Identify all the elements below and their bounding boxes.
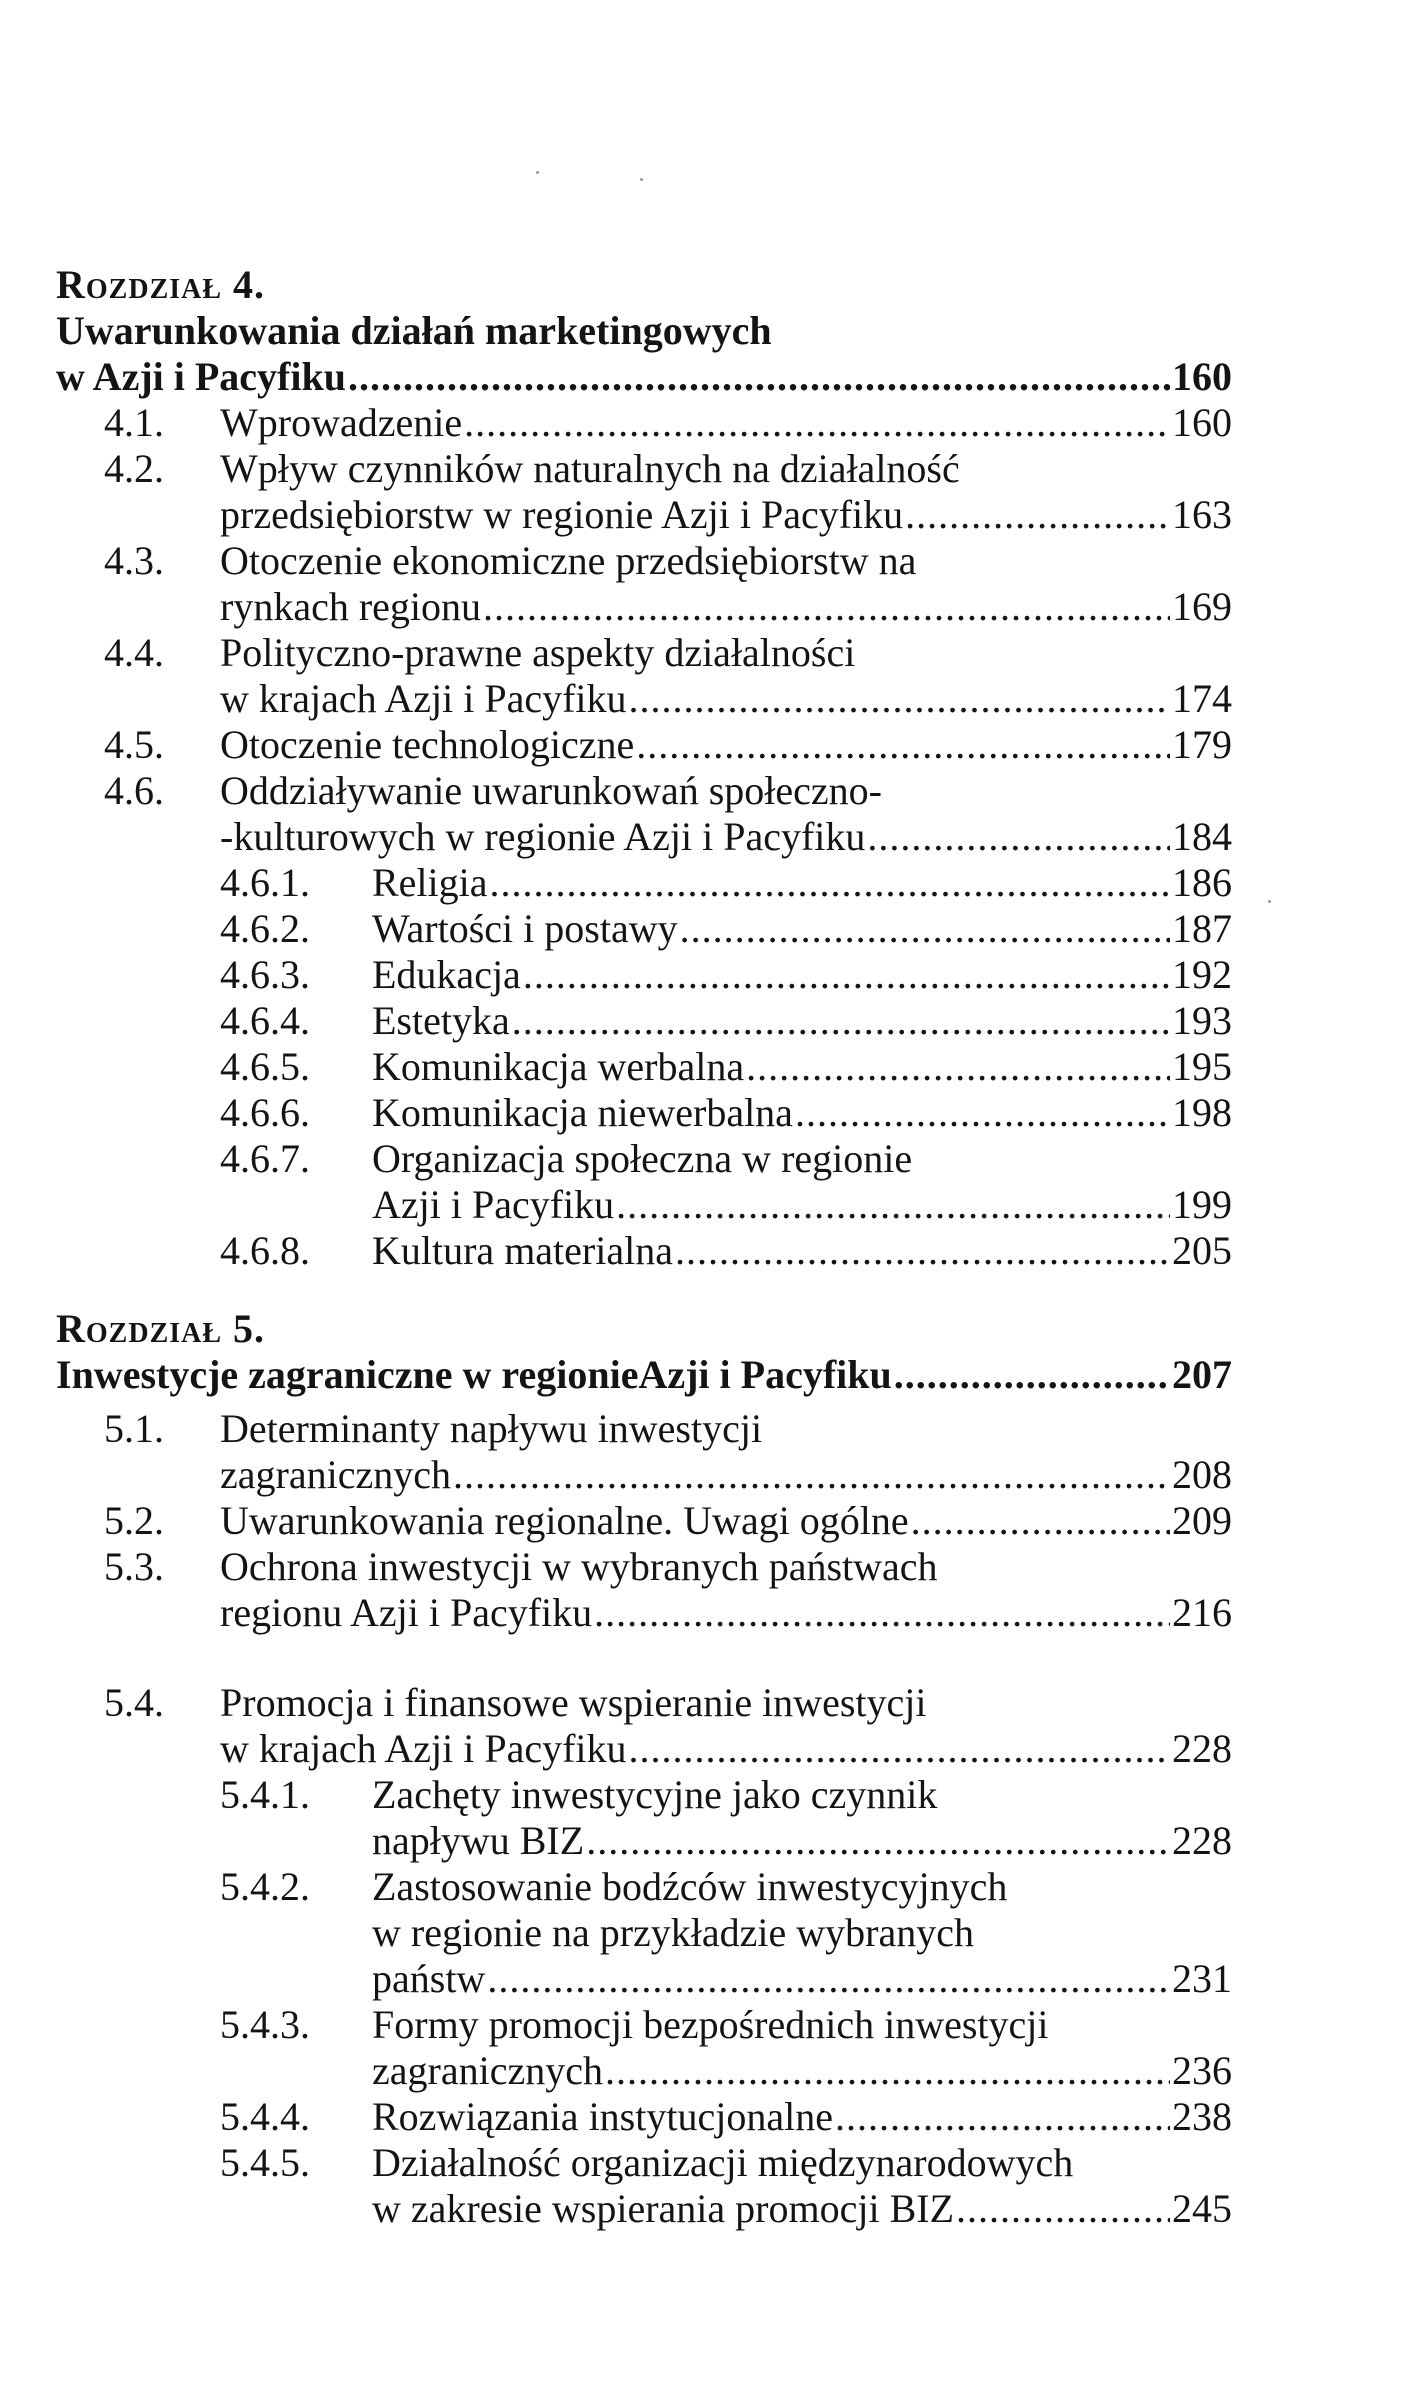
toc-entry-5-4-3 (220, 2002, 1232, 2094)
entry-number: 4.3. (104, 538, 164, 583)
chapter-4-page: 160 (1172, 354, 1232, 399)
entry-title: Komunikacja werbalna (372, 1044, 745, 1089)
leader-dots (490, 860, 1170, 906)
chapter-4-title-row (56, 354, 1232, 400)
entry-title: Działalność organizacji międzynarodowych (372, 2140, 1074, 2185)
entry-title-cont: Azji i Pacyfiku (372, 1182, 615, 1227)
entry-number: 4.6.7. (220, 1136, 310, 1181)
chapter-5-title: Inwestycje zagraniczne w regionieAzji i Pacyfiku (56, 1352, 892, 1397)
scan-speck (1268, 900, 1271, 903)
entry-page: 187 (1172, 906, 1232, 951)
entry-number: 5.4.4. (220, 2094, 310, 2139)
entry-title: Wartości i postawy (372, 906, 678, 951)
entry-number: 4.6.8. (220, 1228, 310, 1273)
entry-page: 186 (1172, 860, 1232, 905)
entry-page: 174 (1172, 676, 1232, 721)
entry-title: Formy promocji bezpośrednich inwestycji (372, 2002, 1049, 2047)
entry-page: 231 (1172, 1956, 1232, 2001)
toc-entry-5-3 (104, 1544, 1232, 1636)
entry-page: 198 (1172, 1090, 1232, 1135)
toc-entry-4-6 (104, 768, 1232, 860)
toc-entry-4-6-5 (220, 1044, 1232, 1090)
leader-dots (605, 2048, 1170, 2094)
leader-dots (835, 2094, 1170, 2140)
toc-entry-5-1 (104, 1406, 1232, 1498)
entry-title-cont: napływu BIZ (372, 1818, 585, 1863)
entry-title: Edukacja (372, 952, 521, 997)
entry-page: 208 (1172, 1452, 1232, 1497)
leader-dots (483, 584, 1170, 630)
entry-title: Otoczenie technologiczne (220, 722, 635, 767)
chapter-5-page: 207 (1172, 1352, 1232, 1397)
entry-title: Wprowadzenie (220, 400, 463, 445)
scan-speck (640, 178, 643, 181)
entry-title: Ochrona inwestycji w wybranych państwach (220, 1544, 938, 1589)
entry-number: 4.6.2. (220, 906, 310, 951)
entry-title: Polityczno-prawne aspekty działalności (220, 630, 856, 675)
toc-entry-4-5 (104, 722, 1232, 768)
entry-title-cont: regionu Azji i Pacyfiku (220, 1590, 593, 1635)
leader-dots (586, 1818, 1170, 1864)
leader-dots (894, 1352, 1170, 1398)
entry-page: 163 (1172, 492, 1232, 537)
entry-page: 245 (1172, 2186, 1232, 2231)
toc-entry-4-2 (104, 446, 1232, 538)
entry-page: 160 (1172, 400, 1232, 445)
entry-title: Determinanty napływu inwestycji (220, 1406, 763, 1451)
entry-title-cont: przedsiębiorstw w regionie Azji i Pacyfiku (220, 492, 904, 537)
chapter-4-label: Rozdział 4. (56, 262, 266, 307)
toc-entry-5-2 (104, 1498, 1232, 1544)
toc-entry-4-4 (104, 630, 1232, 722)
entry-title: Promocja i finansowe wspieranie inwestycji (220, 1680, 927, 1725)
entry-number: 4.6.1. (220, 860, 310, 905)
entry-title: Oddziaływanie uwarunkowań społeczno- (220, 768, 882, 813)
entry-number: 4.4. (104, 630, 164, 675)
entry-title-cont: w zakresie wspierania promocji BIZ (372, 2186, 955, 2231)
entry-page: 236 (1172, 2048, 1232, 2093)
entry-title-cont: państw (372, 1956, 486, 2001)
toc-entry-4-6-1 (220, 860, 1232, 906)
chapter-4-title-cont: w Azji i Pacyfiku (56, 354, 346, 399)
entry-title: Otoczenie ekonomiczne przedsiębiorstw na (220, 538, 917, 583)
toc-entry-5-4 (104, 1680, 1232, 1772)
entry-number: 5.4.5. (220, 2140, 310, 2185)
entry-page: 195 (1172, 1044, 1232, 1089)
entry-page: 228 (1172, 1818, 1232, 1863)
toc-entry-4-6-2 (220, 906, 1232, 952)
entry-title-cont: w krajach Azji i Pacyfiku (220, 676, 627, 721)
toc-entry-4-6-3 (220, 952, 1232, 998)
entry-page: 216 (1172, 1590, 1232, 1635)
toc-entry-4-6-8 (220, 1228, 1232, 1274)
entry-number: 4.1. (104, 400, 164, 445)
entry-title: Organizacja społeczna w regionie (372, 1136, 913, 1181)
entry-page: 179 (1172, 722, 1232, 767)
entry-number: 5.3. (104, 1544, 164, 1589)
scan-speck (536, 171, 539, 174)
chapter-4-title: Uwarunkowania działań marketingowych (56, 308, 772, 353)
entry-title-cont: w krajach Azji i Pacyfiku (220, 1726, 627, 1771)
entry-number: 5.4. (104, 1680, 164, 1725)
entry-page: 184 (1172, 814, 1232, 859)
entry-title-cont: -kulturowych w regionie Azji i Pacyfiku (220, 814, 866, 859)
entry-title: Wpływ czynników naturalnych na działalność (220, 446, 960, 491)
entry-page: 193 (1172, 998, 1232, 1043)
leader-dots (523, 952, 1170, 998)
entry-number: 5.1. (104, 1406, 164, 1451)
leader-dots (680, 906, 1170, 952)
entry-number: 4.6.3. (220, 952, 310, 997)
entry-number: 5.2. (104, 1498, 164, 1543)
entry-title: Uwarunkowania regionalne. Uwagi ogólne (220, 1498, 909, 1543)
toc-entry-5-4-4 (220, 2094, 1232, 2140)
entry-title: Estetyka (372, 998, 510, 1043)
entry-page: 238 (1172, 2094, 1232, 2139)
leader-dots (867, 814, 1170, 860)
entry-number: 4.6.4. (220, 998, 310, 1043)
entry-page: 228 (1172, 1726, 1232, 1771)
toc-entry-4-6-4 (220, 998, 1232, 1044)
entry-title: Komunikacja niewerbalna (372, 1090, 793, 1135)
toc-entry-5-4-1 (220, 1772, 1232, 1864)
toc-entry-4-6-6 (220, 1090, 1232, 1136)
leader-dots (616, 1182, 1170, 1228)
chapter-5-title-row (56, 1352, 1232, 1398)
entry-number: 4.6. (104, 768, 164, 813)
entry-page: 169 (1172, 584, 1232, 629)
entry-number: 4.5. (104, 722, 164, 767)
entry-number: 5.4.1. (220, 1772, 310, 1817)
entry-page: 199 (1172, 1182, 1232, 1227)
toc-entry-4-3 (104, 538, 1232, 630)
leader-dots (746, 1044, 1170, 1090)
leader-dots (453, 1452, 1170, 1498)
leader-dots (956, 2186, 1170, 2232)
entry-number: 5.4.2. (220, 1864, 310, 1909)
toc-entry-5-4-2 (220, 1864, 1232, 2002)
toc-entry-4-1 (104, 400, 1232, 446)
entry-title-cont: rynkach regionu (220, 584, 482, 629)
leader-dots (594, 1590, 1170, 1636)
entry-title-cont: zagranicznych (220, 1452, 451, 1497)
leader-dots (905, 492, 1170, 538)
entry-page: 209 (1172, 1498, 1232, 1543)
entry-title: Zastosowanie bodźców inwestycyjnych (372, 1864, 1008, 1909)
leader-dots (464, 400, 1170, 446)
entry-title: Kultura materialna (372, 1228, 673, 1273)
leader-dots (629, 1726, 1170, 1772)
entry-number: 4.2. (104, 446, 164, 491)
entry-page: 192 (1172, 952, 1232, 997)
entry-title: Rozwiązania instytucjonalne (372, 2094, 833, 2139)
entry-number: 5.4.3. (220, 2002, 310, 2047)
leader-dots (512, 998, 1170, 1044)
leader-dots (636, 722, 1170, 768)
chapter-5-label: Rozdział 5. (56, 1306, 266, 1351)
entry-number: 4.6.5. (220, 1044, 310, 1089)
entry-title-cont: zagranicznych (372, 2048, 603, 2093)
entry-number: 4.6.6. (220, 1090, 310, 1135)
entry-title: Zachęty inwestycyjne jako czynnik (372, 1772, 938, 1817)
toc-entry-5-4-5 (220, 2140, 1232, 2232)
entry-title: Religia (372, 860, 488, 905)
leader-dots (629, 676, 1170, 722)
leader-dots (487, 1956, 1170, 2002)
leader-dots (348, 354, 1170, 400)
entry-title-cont: w regionie na przykładzie wybranych (372, 1910, 974, 1955)
toc-entry-4-6-7 (220, 1136, 1232, 1228)
leader-dots (675, 1228, 1170, 1274)
leader-dots (795, 1090, 1170, 1136)
leader-dots (911, 1498, 1170, 1544)
entry-page: 205 (1172, 1228, 1232, 1273)
